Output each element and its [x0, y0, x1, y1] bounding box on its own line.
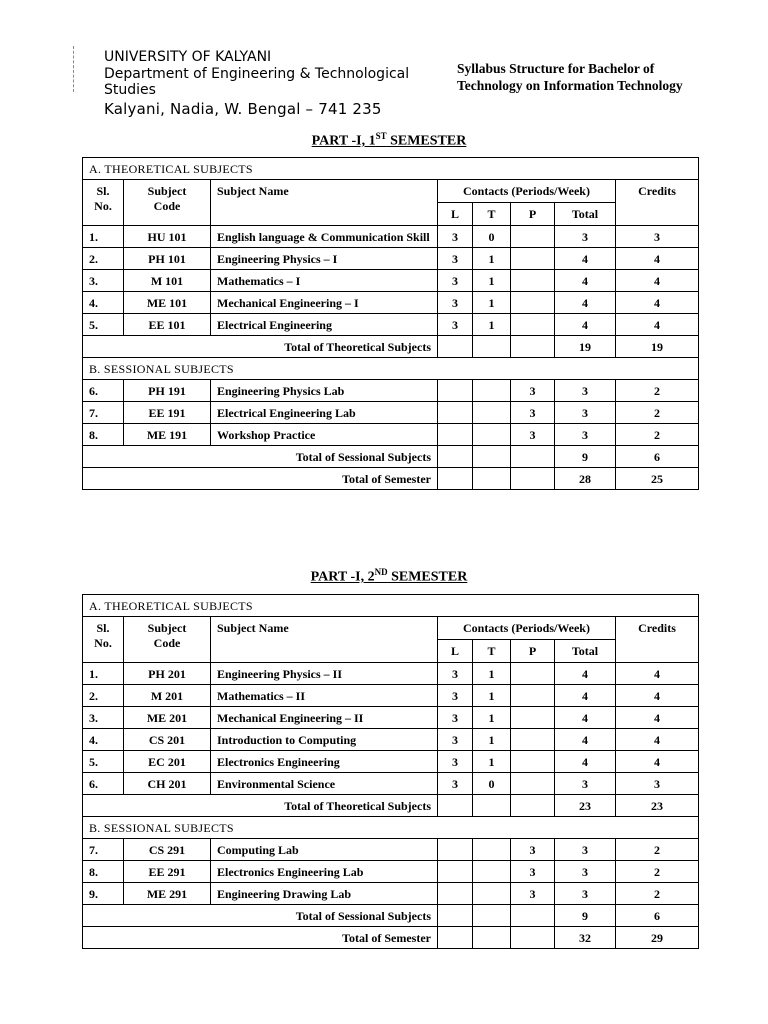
theoretical-section-heading: A. THEORETICAL SUBJECTS: [83, 595, 699, 617]
column-header-row: [83, 617, 699, 640]
subject-name: Mathematics – II: [211, 685, 438, 707]
total-hours: 4: [555, 685, 616, 707]
header-l: L: [438, 640, 473, 663]
sl-no: 7.: [83, 839, 124, 861]
table-row: [83, 292, 699, 314]
empty-cell: [438, 795, 473, 817]
subject-code: PH 101: [124, 248, 211, 270]
semester-title: [0, 567, 768, 586]
table-row: [83, 380, 699, 402]
lecture-hours: [438, 839, 473, 861]
semester-total-row-label: Total of Semester: [83, 468, 438, 490]
practical-hours: [511, 751, 555, 773]
total-hours: 4: [555, 270, 616, 292]
subject-name: Engineering Physics – I: [211, 248, 438, 270]
semester-title-ordinal: ND: [374, 567, 388, 577]
header-code-2: Code: [153, 199, 181, 213]
lecture-hours: [438, 883, 473, 905]
semester-total-row-hours: 32: [555, 927, 616, 949]
empty-cell: [511, 927, 555, 949]
lecture-hours: [438, 380, 473, 402]
sessional-section-heading: B. SESSIONAL SUBJECTS: [83, 358, 699, 380]
lecture-hours: 3: [438, 226, 473, 248]
sl-no: 9.: [83, 883, 124, 905]
lecture-hours: 3: [438, 314, 473, 336]
credits: 2: [616, 861, 699, 883]
practical-hours: 3: [511, 861, 555, 883]
total-hours: 3: [555, 226, 616, 248]
header-subject-code: [124, 180, 211, 226]
practical-hours: [511, 773, 555, 795]
subject-name: Electronics Engineering Lab: [211, 861, 438, 883]
sessional-total-row-hours: 9: [555, 905, 616, 927]
total-hours: 4: [555, 314, 616, 336]
subject-name: Engineering Physics Lab: [211, 380, 438, 402]
empty-cell: [473, 446, 511, 468]
subject-code: ME 201: [124, 707, 211, 729]
empty-cell: [438, 468, 473, 490]
subject-code: ME 101: [124, 292, 211, 314]
semester-total-row-hours: 28: [555, 468, 616, 490]
semester-total-row-credits: 29: [616, 927, 699, 949]
section-heading-row: [83, 158, 699, 180]
tutorial-hours: 1: [473, 707, 511, 729]
tutorial-hours: 1: [473, 751, 511, 773]
table-row: [83, 883, 699, 905]
table-row: [83, 314, 699, 336]
header-total: Total: [555, 203, 616, 226]
subject-name: Mathematics – I: [211, 270, 438, 292]
header-code-1: Subject: [147, 184, 187, 198]
tutorial-hours: 1: [473, 248, 511, 270]
lecture-hours: [438, 424, 473, 446]
university-address-block: [104, 49, 409, 117]
lecture-hours: [438, 402, 473, 424]
credits: 3: [616, 773, 699, 795]
subject-name: Engineering Physics – II: [211, 663, 438, 685]
subject-code: EE 191: [124, 402, 211, 424]
sl-no: 3.: [83, 270, 124, 292]
tutorial-hours: 1: [473, 685, 511, 707]
semester-total-row-label: Total of Semester: [83, 927, 438, 949]
credits: 4: [616, 270, 699, 292]
sessional-total-row: [83, 905, 699, 927]
subject-code: CS 201: [124, 729, 211, 751]
subject-name: Electrical Engineering: [211, 314, 438, 336]
credits: 4: [616, 314, 699, 336]
practical-hours: [511, 226, 555, 248]
empty-cell: [511, 795, 555, 817]
semester-title-suffix: SEMESTER: [386, 133, 467, 149]
empty-cell: [438, 905, 473, 927]
syllabus-table: [82, 157, 699, 490]
semester-title-text: PART -I, 1: [311, 133, 376, 149]
subject-name: Electrical Engineering Lab: [211, 402, 438, 424]
tutorial-hours: 1: [473, 729, 511, 751]
practical-hours: 3: [511, 424, 555, 446]
sessional-section-heading: B. SESSIONAL SUBJECTS: [83, 817, 699, 839]
tutorial-hours: 1: [473, 663, 511, 685]
tutorial-hours: 1: [473, 314, 511, 336]
empty-cell: [473, 336, 511, 358]
header-sl-no: [83, 617, 124, 663]
syllabus-table: [82, 594, 699, 949]
total-hours: 4: [555, 663, 616, 685]
credits: 4: [616, 751, 699, 773]
sl-no: 8.: [83, 861, 124, 883]
subject-code: EE 291: [124, 861, 211, 883]
semester-total-row: [83, 468, 699, 490]
empty-cell: [511, 905, 555, 927]
practical-hours: [511, 729, 555, 751]
sl-no: 3.: [83, 707, 124, 729]
header-sl: Sl.: [96, 621, 110, 635]
subject-name: Workshop Practice: [211, 424, 438, 446]
sessional-total-row-hours: 9: [555, 446, 616, 468]
subject-name: Electronics Engineering: [211, 751, 438, 773]
subject-code: ME 291: [124, 883, 211, 905]
table-row: [83, 424, 699, 446]
theory-total-row-hours: 23: [555, 795, 616, 817]
tutorial-hours: [473, 424, 511, 446]
tutorial-hours: 1: [473, 270, 511, 292]
total-hours: 4: [555, 707, 616, 729]
subject-code: PH 191: [124, 380, 211, 402]
header-subject-name: Subject Name: [211, 617, 438, 663]
header-subject-code: [124, 617, 211, 663]
header-no: No.: [94, 199, 112, 213]
syllabus-title: [457, 60, 683, 94]
header-p: P: [511, 203, 555, 226]
practical-hours: 3: [511, 883, 555, 905]
theory-total-row: [83, 336, 699, 358]
lecture-hours: 3: [438, 685, 473, 707]
credits: 4: [616, 685, 699, 707]
credits: 2: [616, 380, 699, 402]
credits: 4: [616, 292, 699, 314]
empty-cell: [511, 336, 555, 358]
margin-mark: [73, 46, 74, 92]
subject-name: Mechanical Engineering – II: [211, 707, 438, 729]
header-l: L: [438, 203, 473, 226]
header-sl: Sl.: [96, 184, 110, 198]
tutorial-hours: 0: [473, 226, 511, 248]
header-sl-no: [83, 180, 124, 226]
sl-no: 2.: [83, 248, 124, 270]
sl-no: 4.: [83, 729, 124, 751]
tutorial-hours: 1: [473, 292, 511, 314]
section-heading-row: [83, 595, 699, 617]
table-row: [83, 226, 699, 248]
subject-code: EC 201: [124, 751, 211, 773]
subject-code: HU 101: [124, 226, 211, 248]
sl-no: 1.: [83, 226, 124, 248]
lecture-hours: 3: [438, 773, 473, 795]
subject-name: Introduction to Computing: [211, 729, 438, 751]
total-hours: 3: [555, 839, 616, 861]
table-row: [83, 861, 699, 883]
total-hours: 3: [555, 424, 616, 446]
table-row: [83, 707, 699, 729]
theoretical-section-heading: A. THEORETICAL SUBJECTS: [83, 158, 699, 180]
credits: 2: [616, 424, 699, 446]
empty-cell: [511, 468, 555, 490]
practical-hours: [511, 248, 555, 270]
tutorial-hours: 0: [473, 773, 511, 795]
header-code-2: Code: [153, 636, 181, 650]
sl-no: 7.: [83, 402, 124, 424]
lecture-hours: [438, 861, 473, 883]
table-row: [83, 751, 699, 773]
subject-code: CH 201: [124, 773, 211, 795]
theory-total-row-credits: 23: [616, 795, 699, 817]
tutorial-hours: [473, 380, 511, 402]
subject-code: M 201: [124, 685, 211, 707]
semester-title-suffix: SEMESTER: [387, 569, 468, 585]
semester-total-row: [83, 927, 699, 949]
section-heading-row: [83, 817, 699, 839]
syllabus-title-line-1: Syllabus Structure for Bachelor of: [457, 61, 655, 76]
sessional-total-row-label: Total of Sessional Subjects: [83, 905, 438, 927]
empty-cell: [438, 927, 473, 949]
subject-code: EE 101: [124, 314, 211, 336]
header-code-1: Subject: [147, 621, 187, 635]
subject-name: Computing Lab: [211, 839, 438, 861]
sessional-total-row: [83, 446, 699, 468]
theory-total-row-label: Total of Theoretical Subjects: [83, 795, 438, 817]
subject-code: M 101: [124, 270, 211, 292]
lecture-hours: 3: [438, 248, 473, 270]
empty-cell: [473, 468, 511, 490]
subject-code: ME 191: [124, 424, 211, 446]
section-heading-row: [83, 358, 699, 380]
total-hours: 3: [555, 380, 616, 402]
address: Kalyani, Nadia, W. Bengal – 741 235: [104, 99, 382, 118]
header-credits: Credits: [616, 617, 699, 663]
table-row: [83, 839, 699, 861]
empty-cell: [473, 795, 511, 817]
empty-cell: [473, 927, 511, 949]
subject-code: CS 291: [124, 839, 211, 861]
credits: 2: [616, 402, 699, 424]
total-hours: 3: [555, 773, 616, 795]
lecture-hours: 3: [438, 663, 473, 685]
header-total: Total: [555, 640, 616, 663]
credits: 2: [616, 839, 699, 861]
sl-no: 2.: [83, 685, 124, 707]
header-t: T: [473, 203, 511, 226]
table-row: [83, 685, 699, 707]
column-header-row: [83, 180, 699, 203]
header-contacts: Contacts (Periods/Week): [438, 617, 616, 640]
semester-title-text: PART -I, 2: [310, 569, 375, 585]
empty-cell: [438, 336, 473, 358]
sl-no: 6.: [83, 380, 124, 402]
subject-code: PH 201: [124, 663, 211, 685]
header-no: No.: [94, 636, 112, 650]
header-contacts: Contacts (Periods/Week): [438, 180, 616, 203]
theory-total-row-hours: 19: [555, 336, 616, 358]
tutorial-hours: [473, 402, 511, 424]
sl-no: 5.: [83, 751, 124, 773]
table-row: [83, 729, 699, 751]
header-p: P: [511, 640, 555, 663]
total-hours: 4: [555, 292, 616, 314]
empty-cell: [473, 905, 511, 927]
syllabus-title-line-2: Technology on Information Technology: [457, 78, 683, 93]
practical-hours: [511, 314, 555, 336]
sl-no: 1.: [83, 663, 124, 685]
lecture-hours: 3: [438, 729, 473, 751]
credits: 4: [616, 707, 699, 729]
practical-hours: [511, 685, 555, 707]
department-line-1: Department of Engineering & Technological: [104, 65, 410, 82]
subject-name: Engineering Drawing Lab: [211, 883, 438, 905]
header-subject-name: Subject Name: [211, 180, 438, 226]
header-credits: Credits: [616, 180, 699, 226]
table-row: [83, 773, 699, 795]
credits: 2: [616, 883, 699, 905]
practical-hours: [511, 663, 555, 685]
practical-hours: [511, 270, 555, 292]
lecture-hours: 3: [438, 270, 473, 292]
total-hours: 4: [555, 729, 616, 751]
sessional-total-row-label: Total of Sessional Subjects: [83, 446, 438, 468]
sl-no: 4.: [83, 292, 124, 314]
header-t: T: [473, 640, 511, 663]
tutorial-hours: [473, 883, 511, 905]
sl-no: 5.: [83, 314, 124, 336]
university-name: UNIVERSITY OF KALYANI: [104, 49, 272, 65]
theory-total-row-credits: 19: [616, 336, 699, 358]
table-row: [83, 270, 699, 292]
lecture-hours: 3: [438, 707, 473, 729]
subject-name: English language & Communication Skill: [211, 226, 438, 248]
practical-hours: 3: [511, 380, 555, 402]
tutorial-hours: [473, 861, 511, 883]
practical-hours: [511, 707, 555, 729]
sessional-total-row-credits: 6: [616, 446, 699, 468]
practical-hours: 3: [511, 402, 555, 424]
semester-title-ordinal: ST: [375, 131, 387, 141]
table-row: [83, 402, 699, 424]
credits: 4: [616, 663, 699, 685]
subject-name: Environmental Science: [211, 773, 438, 795]
department-line-2: Studies: [104, 82, 156, 98]
credits: 3: [616, 226, 699, 248]
empty-cell: [511, 446, 555, 468]
semester-total-row-credits: 25: [616, 468, 699, 490]
credits: 4: [616, 729, 699, 751]
total-hours: 3: [555, 883, 616, 905]
tutorial-hours: [473, 839, 511, 861]
total-hours: 3: [555, 402, 616, 424]
table-row: [83, 663, 699, 685]
total-hours: 3: [555, 861, 616, 883]
credits: 4: [616, 248, 699, 270]
lecture-hours: 3: [438, 751, 473, 773]
table-row: [83, 248, 699, 270]
lecture-hours: 3: [438, 292, 473, 314]
total-hours: 4: [555, 248, 616, 270]
theory-total-row: [83, 795, 699, 817]
practical-hours: 3: [511, 839, 555, 861]
empty-cell: [438, 446, 473, 468]
theory-total-row-label: Total of Theoretical Subjects: [83, 336, 438, 358]
sl-no: 8.: [83, 424, 124, 446]
sl-no: 6.: [83, 773, 124, 795]
practical-hours: [511, 292, 555, 314]
sessional-total-row-credits: 6: [616, 905, 699, 927]
total-hours: 4: [555, 751, 616, 773]
subject-name: Mechanical Engineering – I: [211, 292, 438, 314]
semester-title: [0, 131, 768, 150]
